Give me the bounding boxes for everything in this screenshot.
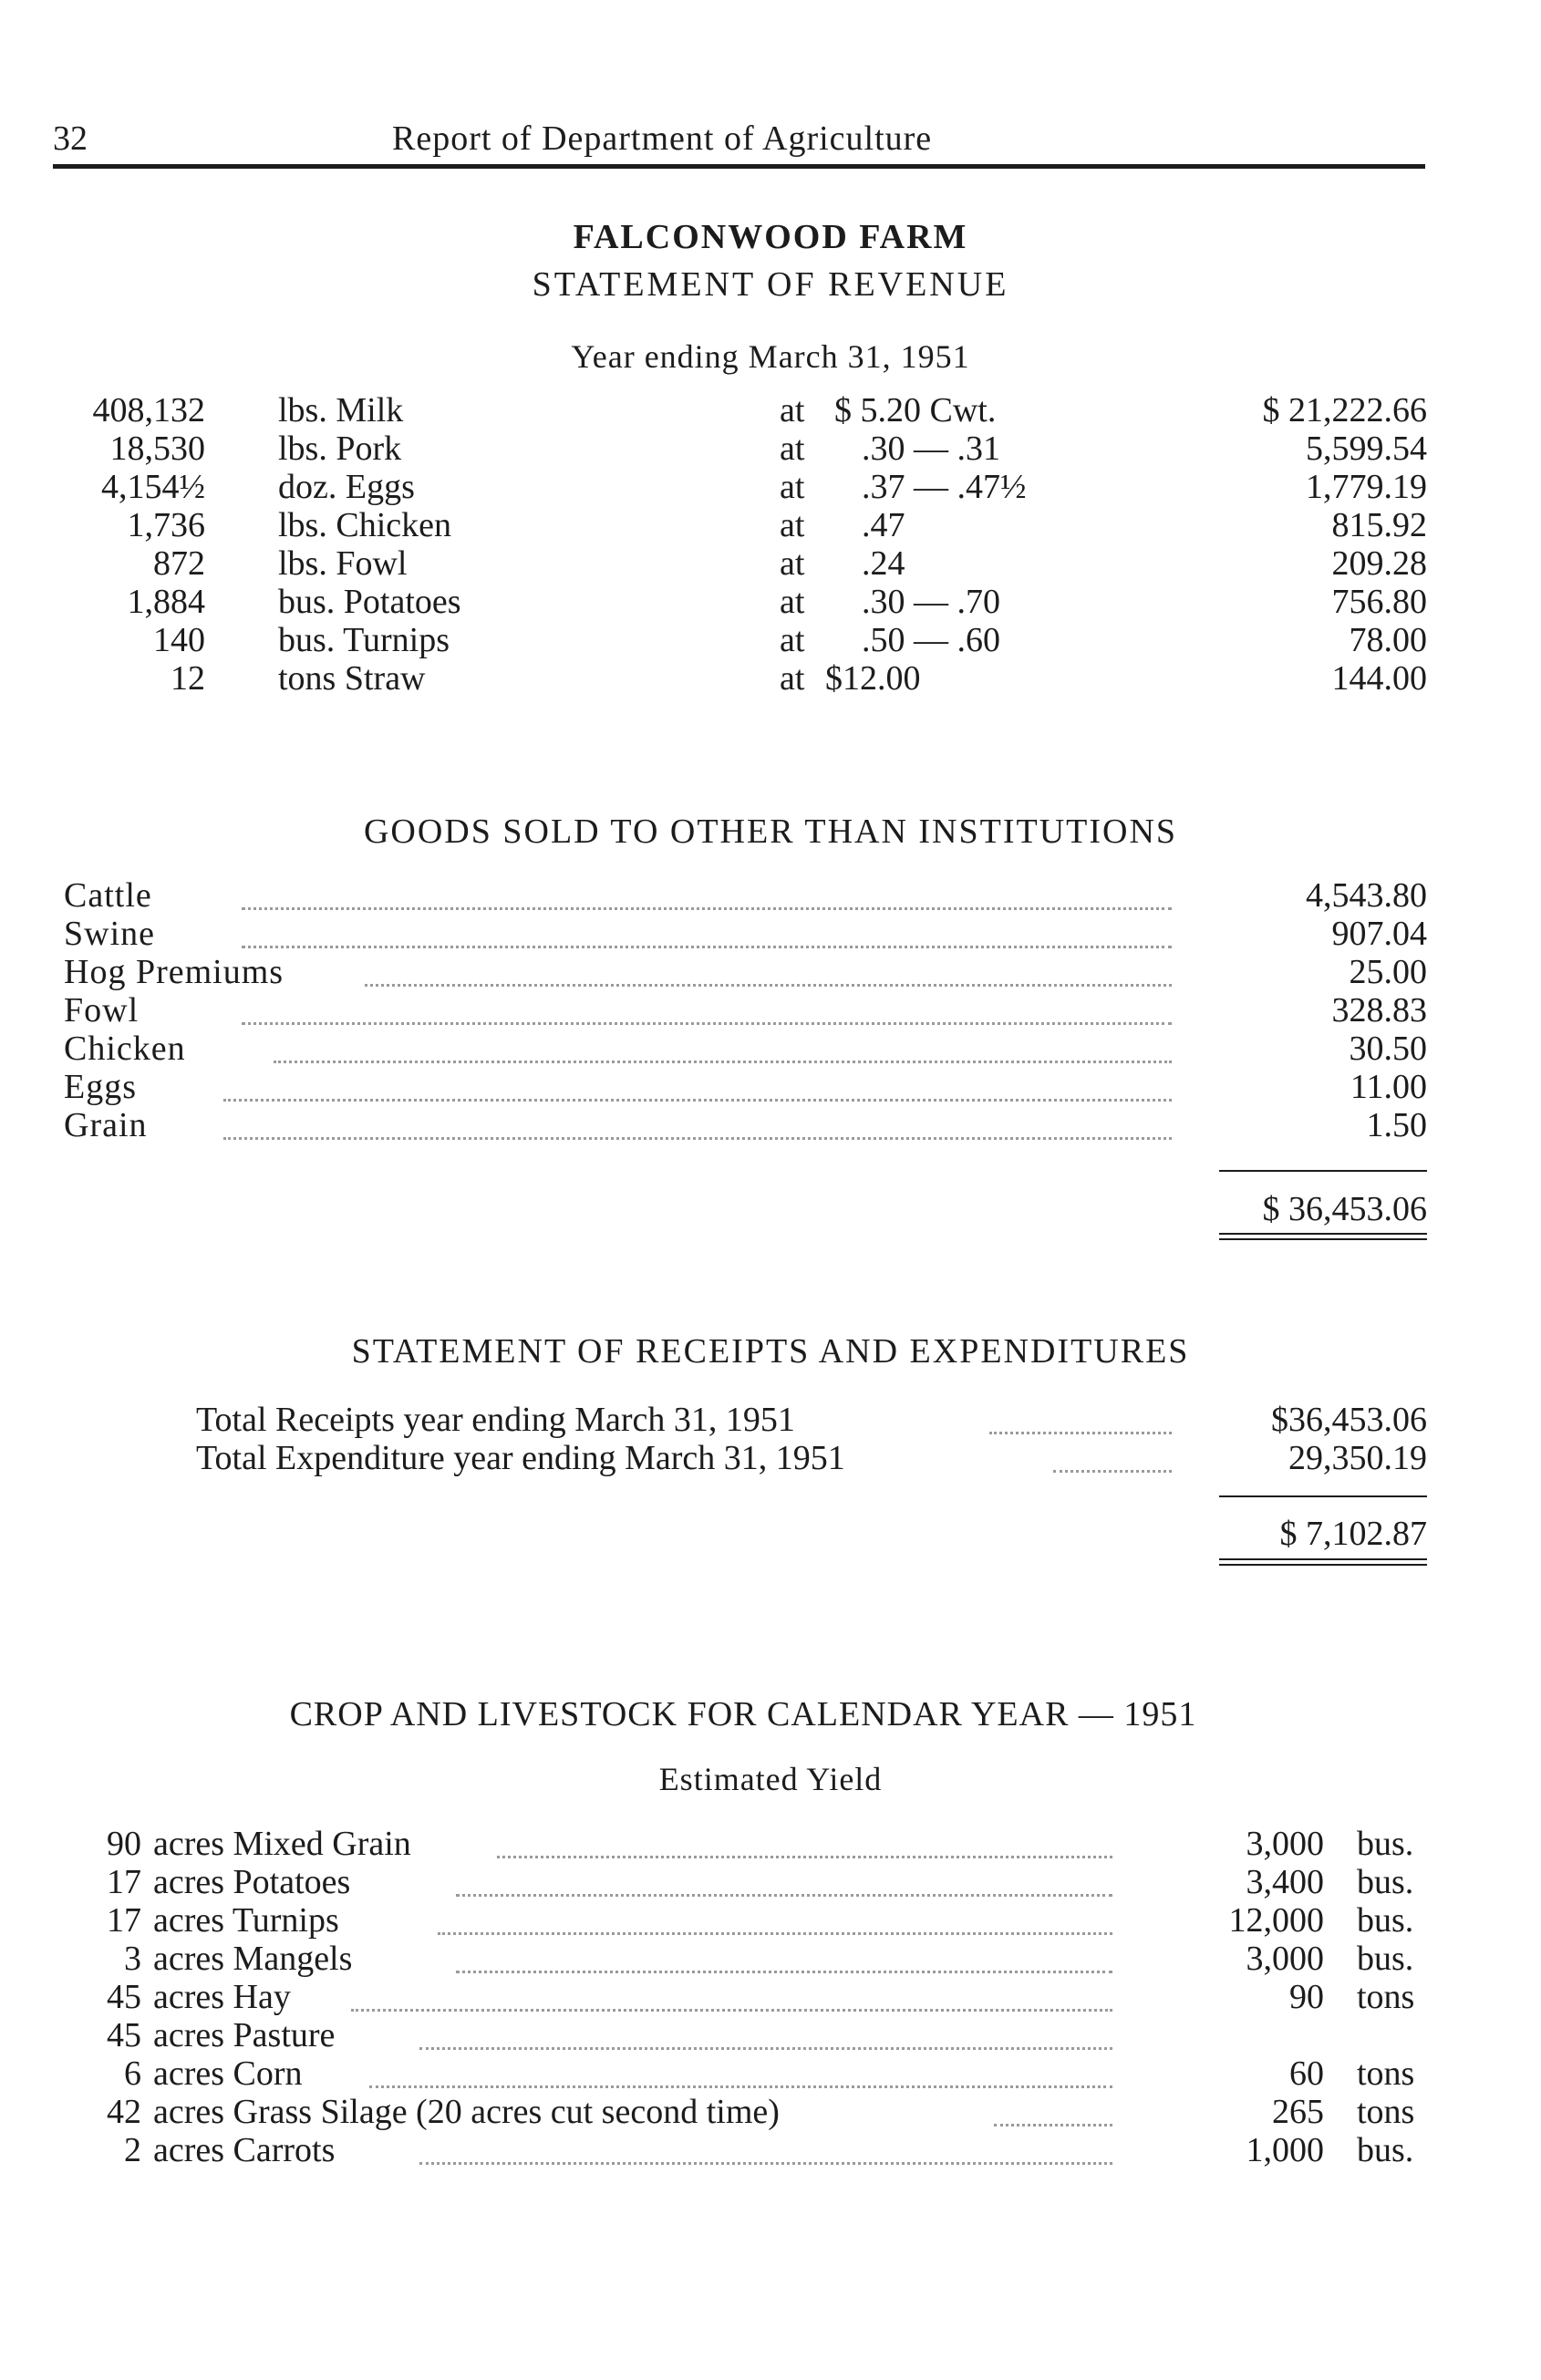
crop-yield: 12,000 (1228, 1901, 1324, 1940)
crop-unit: bus. (1357, 1863, 1414, 1901)
receipts-label: Total Receipts year ending March 31, 1951 (196, 1401, 795, 1439)
goods-amount: 1.50 (1366, 1106, 1427, 1144)
crop-acres: 45 (107, 1978, 141, 2016)
revenue-at: at (780, 429, 805, 468)
crop-yield: 265 (1272, 2093, 1324, 2131)
crop-acres: 17 (107, 1863, 141, 1901)
total-double-rule (1219, 1233, 1427, 1235)
crop-yield: 3,000 (1246, 1940, 1324, 1978)
revenue-unit: lbs. Milk (278, 391, 404, 429)
revenue-qty: 18,530 (109, 429, 205, 468)
total-double-rule (1219, 1238, 1427, 1240)
total-double-rule (1219, 1564, 1427, 1566)
leader-dots (989, 1432, 1172, 1434)
revenue-at: at (780, 659, 805, 698)
revenue-at: at (780, 468, 805, 506)
crop-acres: 17 (107, 1901, 141, 1940)
crop-acres: 6 (124, 2054, 141, 2093)
leader-dots (242, 907, 1172, 910)
goods-amount: 4,543.80 (1306, 876, 1427, 915)
leader-dots (419, 2162, 1112, 2165)
revenue-unit: lbs. Fowl (278, 544, 408, 583)
crop-acres: 2 (124, 2131, 141, 2169)
crops-subtitle: Estimated Yield (658, 1761, 883, 1797)
receipts-title: STATEMENT OF RECEIPTS AND EXPENDITURES (351, 1332, 1190, 1371)
crop-unit: bus. (1357, 1825, 1414, 1863)
revenue-amount: 209.28 (1331, 544, 1427, 583)
goods-label: Fowl (64, 991, 140, 1030)
revenue-price: .50 — .60 (862, 621, 1000, 659)
revenue-price: .24 (862, 544, 905, 583)
goods-label: Swine (64, 915, 155, 953)
leader-dots (369, 2085, 1112, 2088)
leader-dots (242, 946, 1172, 948)
goods-amount: 30.50 (1349, 1030, 1427, 1068)
total-double-rule (1219, 1558, 1427, 1560)
goods-amount: 328.83 (1331, 991, 1427, 1030)
goods-amount: 907.04 (1331, 915, 1427, 953)
revenue-qty: 12 (171, 659, 205, 698)
crop-yield: 3,400 (1246, 1863, 1324, 1901)
revenue-amount: $ 21,222.66 (1262, 391, 1427, 429)
crop-yield: 1,000 (1246, 2131, 1324, 2169)
leader-dots (419, 2047, 1112, 2050)
revenue-unit: tons Straw (278, 659, 426, 698)
revenue-price: $12.00 (825, 659, 921, 698)
running-title: Report of Department of Agriculture (392, 119, 933, 158)
revenue-qty: 4,154½ (101, 468, 205, 506)
total-rule (1219, 1170, 1427, 1172)
leader-dots (438, 1932, 1112, 1935)
revenue-at: at (780, 544, 805, 583)
revenue-unit: lbs. Pork (278, 429, 402, 468)
revenue-unit: bus. Potatoes (278, 583, 461, 621)
crop-label: acres Turnips (153, 1901, 339, 1940)
leader-dots (456, 1894, 1112, 1897)
revenue-price: $ 5.20 Cwt. (834, 391, 997, 429)
leader-dots (994, 2124, 1112, 2126)
crop-unit: tons (1357, 2093, 1415, 2131)
revenue-unit: doz. Eggs (278, 468, 415, 506)
crop-label: acres Mixed Grain (153, 1825, 411, 1863)
goods-label: Chicken (64, 1030, 186, 1068)
goods-label: Grain (64, 1106, 148, 1144)
revenue-qty: 140 (153, 621, 205, 659)
crop-label: acres Mangels (153, 1940, 353, 1978)
crop-acres: 90 (107, 1825, 141, 1863)
revenue-qty: 1,736 (127, 506, 205, 544)
leader-dots (1053, 1470, 1172, 1473)
leader-dots (242, 1022, 1172, 1025)
goods-amount: 25.00 (1349, 953, 1427, 991)
goods-amount: 11.00 (1350, 1068, 1427, 1106)
leader-dots (223, 1099, 1172, 1102)
goods-label: Eggs (64, 1068, 137, 1106)
leader-dots (274, 1061, 1172, 1063)
revenue-amount: 815.92 (1331, 506, 1427, 544)
crop-unit: bus. (1357, 1940, 1414, 1978)
crop-label: acres Corn (153, 2054, 303, 2093)
revenue-price: .37 — .47½ (862, 468, 1027, 506)
revenue-qty: 408,132 (92, 391, 205, 429)
revenue-at: at (780, 506, 805, 544)
crop-yield: 3,000 (1246, 1825, 1324, 1863)
crop-unit: bus. (1357, 2131, 1414, 2169)
revenue-price: .30 — .31 (862, 429, 1000, 468)
goods-sold-total: $ 36,453.06 (1262, 1190, 1427, 1228)
crop-label: acres Pasture (153, 2016, 336, 2054)
farm-title: FALCONWOOD FARM (573, 218, 968, 256)
crop-acres: 45 (107, 2016, 141, 2054)
crops-title: CROP AND LIVESTOCK FOR CALENDAR YEAR — 1951 (289, 1695, 1197, 1733)
revenue-subtitle: Year ending March 31, 1951 (571, 338, 970, 375)
goods-sold-title: GOODS SOLD TO OTHER THAN INSTITUTIONS (363, 812, 1178, 851)
revenue-price: .47 (862, 506, 905, 544)
crop-unit: bus. (1357, 1901, 1414, 1940)
revenue-qty: 1,884 (127, 583, 205, 621)
crop-unit: tons (1357, 1978, 1415, 2016)
leader-dots (223, 1137, 1172, 1140)
receipts-amount: $36,453.06 (1271, 1401, 1427, 1439)
leader-dots (365, 984, 1172, 987)
receipts-label: Total Expenditure year ending March 31, 1951 (196, 1439, 845, 1477)
crop-yield: 60 (1289, 2054, 1324, 2093)
receipts-amount: 29,350.19 (1288, 1439, 1427, 1477)
page-number: 32 (53, 119, 88, 158)
crop-yield: 90 (1289, 1978, 1324, 2016)
revenue-amount: 1,779.19 (1306, 468, 1427, 506)
revenue-at: at (780, 621, 805, 659)
revenue-at: at (780, 391, 805, 429)
goods-label: Cattle (64, 876, 152, 915)
receipts-total: $ 7,102.87 (1279, 1515, 1427, 1553)
crop-label: acres Potatoes (153, 1863, 351, 1901)
revenue-unit: lbs. Chicken (278, 506, 451, 544)
revenue-unit: bus. Turnips (278, 621, 450, 659)
crop-acres: 42 (107, 2093, 141, 2131)
crop-label: acres Hay (153, 1978, 291, 2016)
header-rule (53, 164, 1425, 169)
leader-dots (351, 2009, 1112, 2012)
total-rule (1219, 1495, 1427, 1497)
leader-dots (497, 1856, 1112, 1858)
revenue-amount: 5,599.54 (1306, 429, 1427, 468)
goods-label: Hog Premiums (64, 953, 284, 991)
revenue-amount: 756.80 (1331, 583, 1427, 621)
crop-label: acres Carrots (153, 2131, 336, 2169)
revenue-price: .30 — .70 (862, 583, 1000, 621)
crop-label: acres Grass Silage (20 acres cut second time) (153, 2093, 780, 2131)
revenue-amount: 78.00 (1349, 621, 1427, 659)
crop-acres: 3 (124, 1940, 141, 1978)
revenue-title: STATEMENT OF REVENUE (532, 265, 1009, 304)
crop-unit: tons (1357, 2054, 1415, 2093)
leader-dots (456, 1971, 1112, 1973)
revenue-at: at (780, 583, 805, 621)
revenue-amount: 144.00 (1331, 659, 1427, 698)
revenue-qty: 872 (153, 544, 205, 583)
